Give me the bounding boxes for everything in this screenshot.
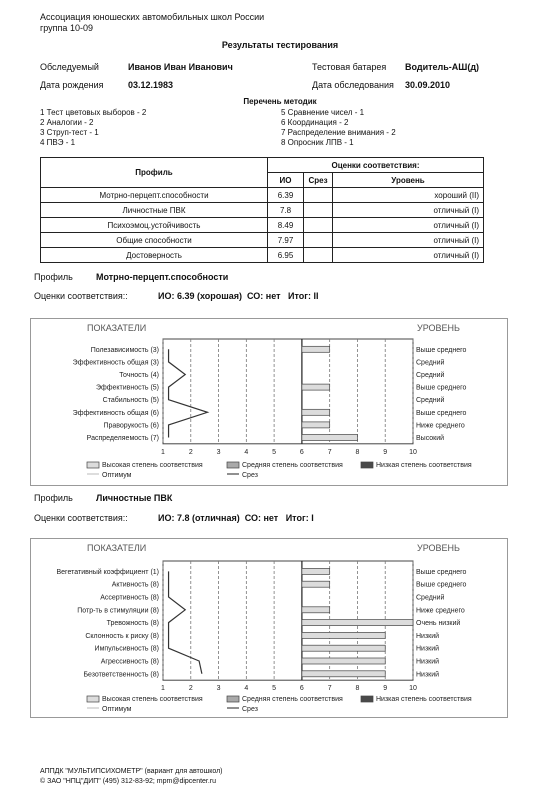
row-srez	[304, 233, 333, 248]
level-label: Выше среднего	[416, 581, 467, 589]
category-label: Полезависимость (3)	[90, 346, 159, 354]
level-label: Низкий	[416, 632, 440, 640]
subject-name: Иванов Иван Иванович	[128, 62, 233, 72]
category-label: Стабильность (5)	[102, 397, 159, 405]
table-row	[41, 233, 484, 248]
level-label: Выше среднего	[416, 568, 467, 576]
row-level: отличный (I)	[333, 218, 484, 233]
level-label: Выше среднего	[416, 346, 467, 354]
col-level-header: Уровень	[333, 173, 484, 188]
section1-scores-label: Оценки соответствия::	[34, 291, 128, 301]
section2-scores-value: ИО: 7.8 (отличная) СО: нет Итог: I	[158, 513, 314, 523]
legend-swatch	[87, 696, 99, 702]
x-tick-label: 5	[272, 685, 277, 693]
x-tick-label: 3	[216, 685, 221, 693]
category-label: Эффективность общая (6)	[72, 409, 159, 417]
chart-svg	[31, 319, 507, 485]
bar	[302, 607, 330, 613]
x-tick-label: 8	[355, 448, 360, 456]
x-tick-label: 3	[216, 448, 221, 456]
category-label: Эффективность общая (3)	[72, 359, 159, 367]
org-name: Ассоциация юношеских автомобильных школ России	[40, 12, 265, 22]
row-profile-name: Достоверность	[41, 248, 268, 263]
bar	[302, 581, 330, 587]
category-label: Безответственность (8)	[83, 671, 159, 679]
legend-label: Высокая степень соответствия	[102, 696, 203, 703]
col-profile-header: Профиль	[41, 158, 268, 188]
chart-header-right: УРОВЕНЬ	[417, 543, 460, 553]
x-tick-label: 6	[299, 448, 304, 456]
category-label: Точность (4)	[119, 372, 159, 379]
legend-label: Оптимум	[102, 472, 132, 479]
method-item: 8 Опросник ЛПВ - 1	[281, 138, 354, 147]
row-srez	[304, 188, 333, 203]
chart-header-left: ПОКАЗАТЕЛИ	[87, 323, 147, 333]
bar	[302, 645, 385, 651]
bar	[302, 658, 385, 664]
bar	[302, 435, 358, 441]
section2-scores-label: Оценки соответствия::	[34, 513, 128, 523]
section1-scores-value: ИО: 6.39 (хорошая) СО: нет Итог: II	[158, 291, 319, 301]
method-item: 2 Аналогии - 2	[40, 118, 94, 127]
col-srez-header: Срез	[304, 173, 333, 188]
legend-swatch	[87, 462, 99, 468]
row-level: отличный (I)	[333, 203, 484, 218]
row-srez	[304, 218, 333, 233]
bar	[302, 632, 385, 638]
profile-line	[169, 571, 202, 673]
footer-line1: АППДК "МУЛЬТИПСИХОМЕТР" (вариант для автошкол)	[40, 768, 223, 775]
category-label: Импульсивность (8)	[94, 645, 159, 653]
chart-motor-perceptual	[30, 318, 508, 486]
level-label: Высокий	[416, 435, 445, 442]
battery-label: Тестовая батарея	[312, 62, 387, 72]
row-level: отличный (I)	[333, 248, 484, 263]
legend-label: Высокая степень соответствия	[102, 462, 203, 469]
birth-value: 03.12.1983	[128, 80, 174, 90]
row-io: 7.8	[268, 203, 304, 218]
category-label: Склонность к риску (8)	[85, 632, 159, 640]
section1-profile-label: Профиль	[34, 272, 73, 282]
level-label: Средний	[416, 359, 445, 367]
x-tick-label: 7	[327, 448, 332, 456]
subject-label: Обследуемый	[40, 62, 99, 72]
profile-table	[40, 157, 484, 263]
chart-header-right: УРОВЕНЬ	[417, 323, 460, 333]
method-item: 5 Сравнение чисел - 1	[281, 108, 365, 117]
birth-label: Дата рождения	[40, 80, 104, 90]
x-tick-label: 4	[244, 685, 249, 693]
level-label: Средний	[416, 594, 445, 602]
method-item: 1 Тест цветовых выборов - 2	[40, 108, 147, 117]
category-label: Распределяемость (7)	[86, 435, 159, 442]
methods-left	[40, 108, 146, 148]
section1-profile-name: Мотрно-перцепт.способности	[96, 272, 229, 282]
level-label: Средний	[416, 372, 445, 379]
level-label: Ниже среднего	[416, 607, 465, 615]
bar	[302, 346, 330, 352]
page-title: Результаты тестирования	[221, 40, 339, 50]
battery-value: Водитель-АШ(д)	[405, 62, 480, 72]
legend-label: Средняя степень соответствия	[242, 696, 343, 703]
method-item: 3 Струп-тест - 1	[40, 128, 99, 137]
legend-label: Низкая степень соответствия	[376, 696, 472, 703]
exam-label: Дата обследования	[312, 80, 394, 90]
col-io-header: ИО	[268, 173, 304, 188]
level-label: Ниже среднего	[416, 422, 465, 430]
x-tick-label: 2	[188, 448, 193, 456]
methods-title: Перечень методик	[243, 97, 317, 106]
legend-swatch	[361, 696, 373, 702]
bar	[302, 671, 385, 677]
bar	[302, 409, 330, 415]
x-tick-label: 2	[188, 685, 193, 693]
level-label: Низкий	[416, 671, 440, 679]
x-tick-label: 9	[383, 448, 388, 456]
category-label: Потр-ть в стимуляции (8)	[77, 607, 159, 615]
exam-value: 30.09.2010	[405, 80, 451, 90]
category-label: Агрессивность (8)	[100, 658, 159, 666]
x-tick-label: 9	[383, 685, 388, 693]
row-profile-name: Мотрно-перцепт.способности	[41, 188, 268, 203]
row-io: 7.97	[268, 233, 304, 248]
row-level: отличный (I)	[333, 233, 484, 248]
row-profile-name: Общие способности	[41, 233, 268, 248]
level-label: Очень низкий	[416, 620, 461, 628]
legend-label: Оптимум	[102, 706, 132, 713]
x-tick-label: 8	[355, 685, 360, 693]
footer-line2: © ЗАО "НПЦ"ДИП" (495) 312-83-92; mpm@dipcenter.ru	[40, 778, 217, 785]
row-io: 6.95	[268, 248, 304, 263]
methods-right	[281, 108, 396, 148]
level-label: Низкий	[416, 658, 440, 666]
level-label: Низкий	[416, 645, 440, 653]
chart-header-left: ПОКАЗАТЕЛИ	[87, 543, 147, 553]
table-row	[41, 248, 484, 263]
x-tick-label: 6	[299, 685, 304, 693]
legend-label: Низкая степень соответствия	[376, 462, 472, 469]
method-item: 4 ПВЭ - 1	[40, 138, 76, 147]
level-label: Выше среднего	[416, 384, 467, 392]
legend-swatch	[361, 462, 373, 468]
bar	[302, 384, 330, 390]
x-tick-label: 5	[272, 448, 277, 456]
level-label: Средний	[416, 397, 445, 405]
category-label: Ассертивность (8)	[100, 594, 159, 602]
bar	[302, 568, 330, 574]
row-srez	[304, 203, 333, 218]
method-item: 7 Распределение внимания - 2	[281, 128, 396, 137]
group-label: группа 10-09	[40, 23, 93, 33]
profile-line	[169, 349, 208, 437]
table-row	[41, 203, 484, 218]
x-tick-label: 1	[161, 685, 165, 693]
category-label: Эффективность (5)	[95, 384, 159, 392]
x-tick-label: 10	[409, 685, 417, 693]
row-profile-name: Психоэмоц.устойчивость	[41, 218, 268, 233]
plot-frame	[163, 339, 413, 444]
x-tick-label: 1	[161, 448, 165, 456]
row-io: 6.39	[268, 188, 304, 203]
row-srez	[304, 248, 333, 263]
table-row	[41, 218, 484, 233]
bar	[302, 620, 413, 626]
row-io: 8.49	[268, 218, 304, 233]
chart-personal-pvk	[30, 538, 508, 718]
section2-profile-name: Личностные ПВК	[96, 493, 173, 503]
legend-label: Средняя степень соответствия	[242, 462, 343, 469]
category-label: Праворукость (6)	[103, 422, 159, 430]
section2-profile-label: Профиль	[34, 493, 73, 503]
x-tick-label: 10	[409, 448, 417, 456]
legend-label: Срез	[242, 706, 258, 713]
category-label: Тревожность (8)	[106, 620, 159, 628]
level-label: Выше среднего	[416, 409, 467, 417]
category-label: Вегетативный коэффициент (1)	[56, 568, 159, 576]
chart-svg	[31, 539, 507, 717]
table-row	[41, 188, 484, 203]
x-tick-label: 7	[327, 685, 332, 693]
category-label: Активность (8)	[111, 581, 159, 589]
legend-swatch	[227, 462, 239, 468]
x-tick-label: 4	[244, 448, 249, 456]
bar	[302, 422, 330, 428]
method-item: 6 Координация - 2	[281, 118, 349, 127]
row-profile-name: Личностные ПВК	[41, 203, 268, 218]
row-level: хороший (II)	[333, 188, 484, 203]
col-scores-header: Оценки соответствия:	[268, 158, 484, 173]
legend-label: Срез	[242, 472, 258, 479]
legend-swatch	[227, 696, 239, 702]
